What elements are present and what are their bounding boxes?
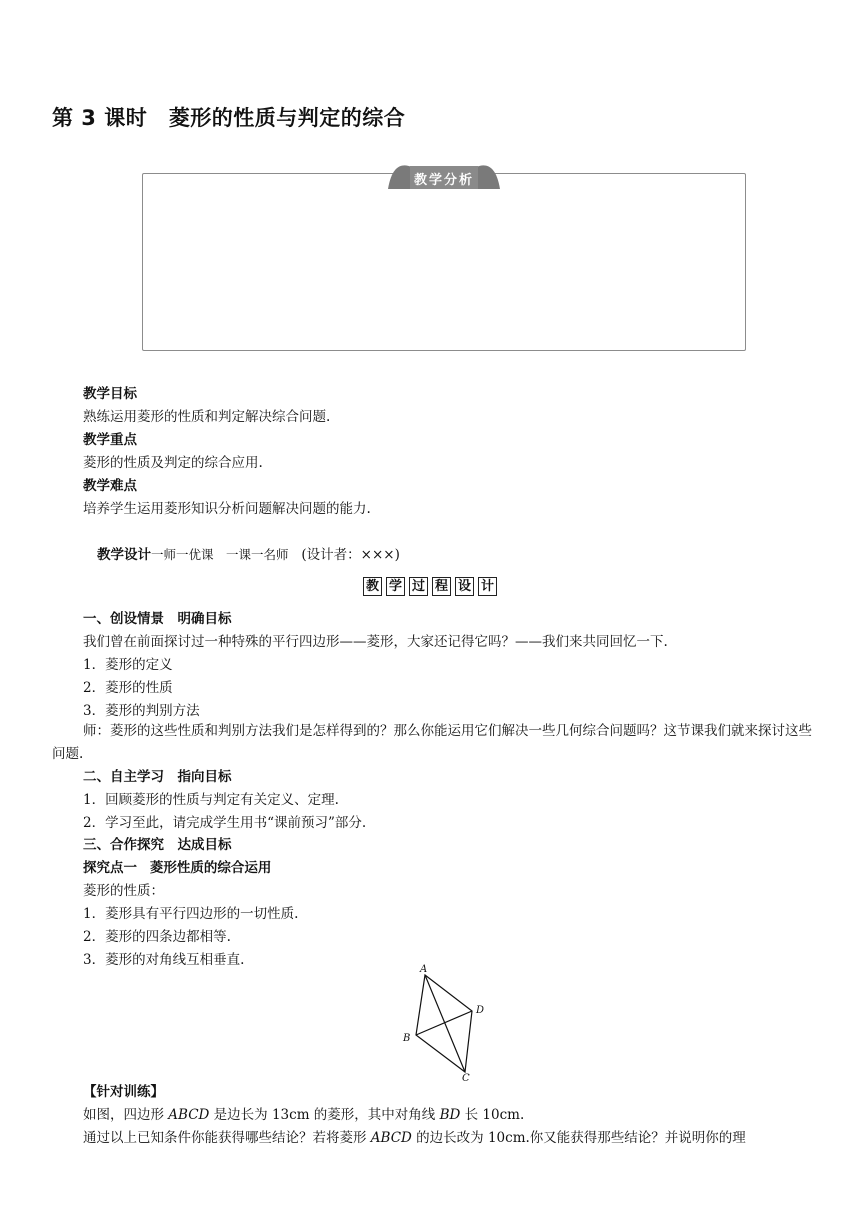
text-span: BD bbox=[439, 1107, 461, 1123]
text-span: ABCD bbox=[168, 1107, 210, 1123]
process-char: 设 bbox=[455, 577, 474, 596]
process-design-boxes bbox=[363, 577, 497, 596]
difficulty-heading: 教学难点 bbox=[83, 478, 137, 494]
text-span: 通过以上已知条件你能获得哪些结论？若将菱形 bbox=[83, 1130, 371, 1146]
design-line bbox=[97, 543, 400, 563]
diagonal-bd bbox=[416, 1011, 472, 1035]
key-text: 菱形的性质及判定的综合应用. bbox=[83, 455, 263, 471]
part1-intro: 我们曾在前面探讨过一种特殊的平行四边形——菱形，大家还记得它吗？——我们来共同回忆一下. bbox=[83, 634, 668, 650]
design-sub: 一师一优课 一课一名师 bbox=[151, 547, 289, 562]
rhombus-figure bbox=[395, 962, 495, 1084]
point-label: 探究点一 bbox=[83, 860, 137, 876]
key-heading: 教学重点 bbox=[83, 432, 137, 448]
label-c: C bbox=[462, 1073, 470, 1084]
property-item: 3．菱形的对角线互相垂直. bbox=[83, 952, 245, 968]
text-span: 如图，四边形 bbox=[83, 1107, 169, 1123]
design-label: 教学设计 bbox=[97, 547, 151, 563]
part1-item: 2．菱形的性质 bbox=[83, 680, 173, 696]
part2-item: 2．学习至此，请完成学生用书“课前预习”部分. bbox=[83, 815, 367, 831]
process-char: 计 bbox=[478, 577, 497, 596]
page-title: 第 3 课时 菱形的性质与判定的综合 bbox=[52, 106, 406, 130]
teaching-analysis-box bbox=[142, 173, 746, 351]
part1-item: 3．菱形的判别方法 bbox=[83, 703, 200, 719]
difficulty-text: 培养学生运用菱形知识分析问题解决问题的能力. bbox=[83, 501, 371, 517]
property-item: 2．菱形的四条边都相等. bbox=[83, 929, 231, 945]
text-span: ABCD bbox=[370, 1130, 412, 1146]
teaching-analysis-tab bbox=[388, 159, 500, 189]
tab-label: 教学分析 bbox=[413, 173, 474, 188]
part2-heading: 二、自主学习 指向目标 bbox=[83, 769, 232, 785]
process-char: 过 bbox=[409, 577, 428, 596]
text-span: 长 10cm. bbox=[460, 1107, 525, 1123]
training-heading: 【针对训练】 bbox=[83, 1084, 164, 1100]
designer: (设计者：×××) bbox=[301, 547, 400, 563]
part1-heading: 一、创设情景 明确目标 bbox=[83, 611, 232, 627]
training-line-2 bbox=[83, 1129, 746, 1147]
training-line-1 bbox=[83, 1106, 524, 1124]
label-a: A bbox=[420, 964, 428, 975]
goal-text: 熟练运用菱形的性质和判定解决综合问题. bbox=[83, 409, 331, 425]
exploration-point bbox=[83, 859, 271, 877]
label-b: B bbox=[403, 1033, 411, 1044]
part1-teacher-text: 师：菱形的这些性质和判别方法我们是怎样得到的？那么你能运用它们解决一些几何综合问题吗？这节课我们就来探讨这些问题. bbox=[52, 723, 812, 762]
label-d: D bbox=[476, 1005, 485, 1016]
process-char: 学 bbox=[386, 577, 405, 596]
props-label: 菱形的性质： bbox=[83, 883, 164, 899]
process-char: 教 bbox=[363, 577, 382, 596]
part2-item: 1．回顾菱形的性质与判定有关定义、定理. bbox=[83, 792, 339, 808]
part1-item: 1．菱形的定义 bbox=[83, 657, 173, 673]
text-span: 的边长改为 10cm.你又能获得那些结论？并说明你的理 bbox=[411, 1130, 746, 1146]
text-span: 是边长为 13cm 的菱形，其中对角线 bbox=[209, 1107, 440, 1123]
part3-heading: 三、合作探究 达成目标 bbox=[83, 837, 232, 853]
process-char: 程 bbox=[432, 577, 451, 596]
goal-heading: 教学目标 bbox=[83, 386, 137, 402]
point-title: 菱形性质的综合运用 bbox=[149, 860, 272, 876]
property-item: 1．菱形具有平行四边形的一切性质. bbox=[83, 906, 299, 922]
